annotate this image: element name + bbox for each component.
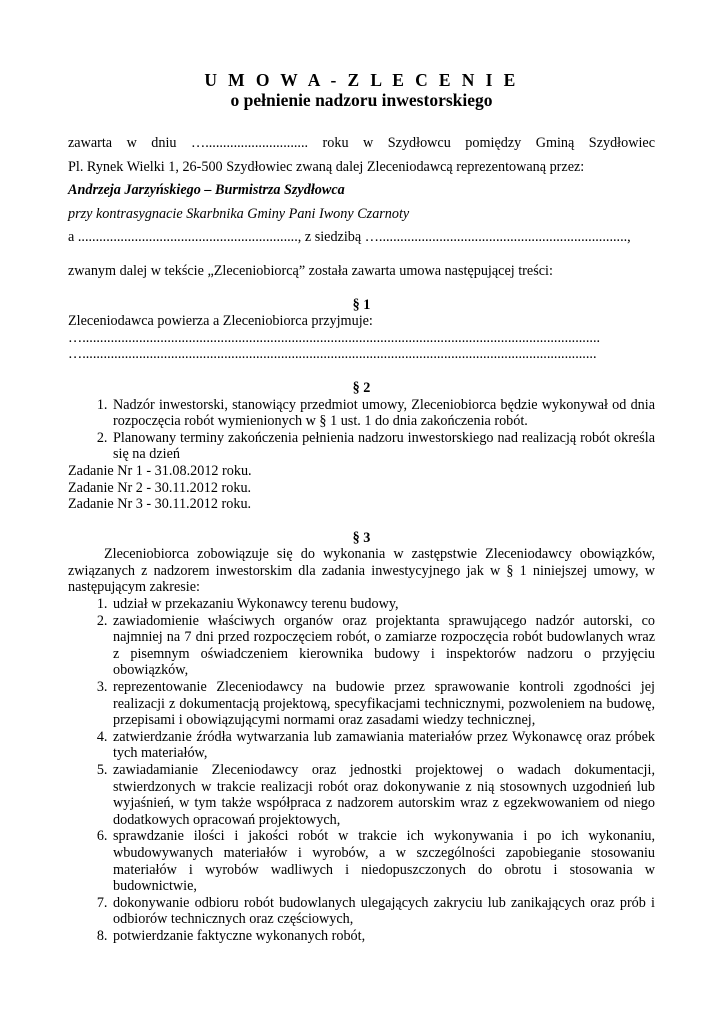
section-2-list (68, 397, 655, 463)
section-1-heading: § 1 (352, 296, 371, 313)
section-3-heading: § 3 (352, 529, 371, 546)
section-3-intro: Zleceniobiorca zobowiązuje się do wykonania w zastępstwie Zleceniodawcy obowiązków, związanych z nadzorem inwestorskim dla zadania inwestycyjnego jak w § 1 niniejszej umowy, w następującym zakresie: (68, 546, 655, 596)
task-1-deadline: Zadanie Nr 1 - 31.08.2012 roku. (68, 462, 252, 479)
list-item: 3. reprezentowanie Zleceniodawcy na budowie przez sprawowanie kontroli zgodności jej realizacji z dokumentacją projektową, specyfikacjami technicznymi, pozwoleniem na budowę, przepisami i obowiązującymi normami oraz zasadami wiedzy technicznej, (111, 679, 655, 729)
list-item: 1. Nadzór inwestorski, stanowiący przedmiot umowy, Zleceniobiorca będzie wykonywał od dnia rozpoczęcia robót wymienionych w § 1 ust. 1 do dnia zakończenia robót. (111, 397, 655, 430)
list-item: 5. zawiadamianie Zleceniodawcy oraz jednostki projektowej o wadach dokumentacji, stwierdzonych w trakcie realizacji robót oraz dokonywanie z nią stosownych uzgodnień lub wyjaśnień, w tym także współpraca z nadzorem autorskim wraz z egzekwowaniem od niego dodatkowych opracowań projektowych, (111, 762, 655, 828)
section-1-text: Zleceniodawca powierza a Zleceniobiorca przyjmuje: (68, 313, 373, 330)
list-item: 4. zatwierdzanie źródła wytwarzania lub zamawiania materiałów przez Wykonawcę oraz próbek tych materiałów, (111, 729, 655, 762)
contractor-named: zwanym dalej w tekście „Zleceniobiorcą” została zawarta umowa następującej treści: (68, 262, 553, 279)
representative-name: Andrzeja Jarzyńskiego – Burmistrza Szydłowca (68, 182, 345, 199)
section-1-line-a: ….................................................................................................................................................. (68, 329, 601, 346)
list-item: 2. zawiadomienie właściwych organów oraz projektanta sprawującego nadzór autorski, co najmniej na 7 dni przed rozpoczęciem robót, o zamiarze rozpoczęcia robót budowlanych wraz z pisemnym oświadczeniem kierownika budowy i inspektorów nadzoru o przyjęciu obowiązków, (111, 613, 655, 679)
section-1-line-b: …................................................................................................................................................. (68, 346, 597, 363)
contractor-line: a .............................................................., z siedzibą …......................................................................, (68, 229, 631, 246)
intro-line-2: Pl. Rynek Wielki 1, 26-500 Szydłowiec zwaną dalej Zleceniodawcą reprezentowaną przez: (68, 158, 585, 175)
document-content (68, 70, 655, 945)
intro-line-1: zawarta w dniu …............................. roku w Szydłowcu pomiędzy Gminą Szydłowiec (68, 135, 655, 151)
task-2-deadline: Zadanie Nr 2 - 30.11.2012 roku. (68, 479, 252, 496)
countersign-note: przy kontrasygnacie Skarbnika Gminy Pani Iwony Czarnoty (68, 205, 410, 222)
list-item: 8. potwierdzanie faktyczne wykonanych robót, (111, 928, 655, 945)
list-item: 1. udział w przekazaniu Wykonawcy terenu budowy, (111, 596, 655, 613)
list-item: 6. sprawdzanie ilości i jakości robót w trakcie ich wykonywania i po ich wykonaniu, wbudowywanych materiałów i wyrobów, a w szczególności zapobieganie stosowaniu materiałów i wyrobów wadliwych i niedopuszczonych do obrotu i stosowania w budownictwie, (111, 828, 655, 894)
task-3-deadline: Zadanie Nr 3 - 30.11.2012 roku. (68, 496, 252, 513)
document-subtitle: o pełnienie nadzoru inwestorskiego (230, 90, 493, 110)
list-item: 2. Planowany terminy zakończenia pełnienia nadzoru inwestorskiego nad realizacją robót określa się na dzień (111, 430, 655, 463)
document-title: U M O W A - Z L E C E N I E (204, 70, 519, 90)
section-3-list (68, 596, 655, 944)
list-item: 7. dokonywanie odbioru robót budowlanych ulegających zakryciu lub zanikających oraz prób i odbiorów technicznych oraz częściowych, (111, 895, 655, 928)
section-2-heading: § 2 (352, 379, 371, 396)
